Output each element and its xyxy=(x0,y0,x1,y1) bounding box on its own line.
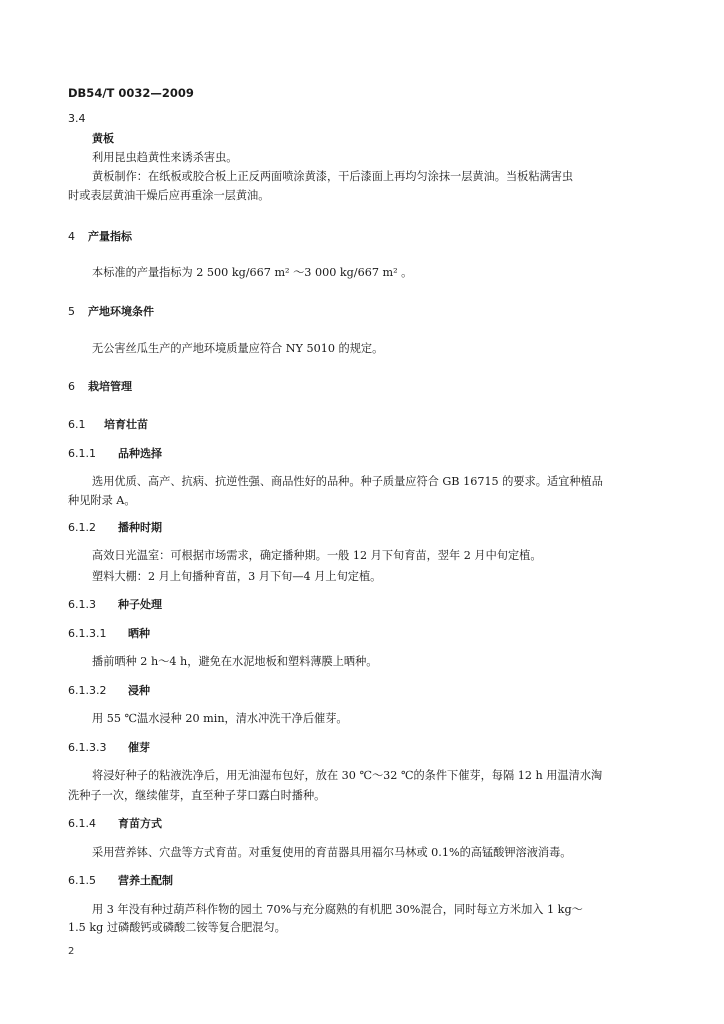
section-number: 6.1.5 xyxy=(68,874,96,887)
term-definition: 利用昆虫趋黄性来诱杀害虫。 xyxy=(92,151,238,164)
section-6-1-2-line-1: 高效日光温室：可根据市场需求，确定播种期。一般 12 月下旬育苗，翌年 2 月中旬定植。 xyxy=(92,549,542,562)
section-6-1-3-1-text: 播前晒种 2 h～4 h，避免在水泥地板和塑料薄膜上晒种。 xyxy=(92,655,378,668)
section-6-1-2-line-2: 塑料大棚：2 月上旬播种育苗，3 月下旬—4 月上旬定植。 xyxy=(92,570,382,583)
page-number: 2 xyxy=(68,946,75,957)
section-title: 种子处理 xyxy=(118,598,162,611)
section-6-1-4-text: 采用营养钵、穴盘等方式育苗。对重复使用的育苗器具用福尔马林或 0.1%的高锰酸钾溶液消毒。 xyxy=(92,846,572,859)
section-number: 6 xyxy=(68,380,75,393)
section-title: 播种时期 xyxy=(118,521,162,534)
section-title: 催芽 xyxy=(128,741,150,754)
term-yellow-board: 黄板 xyxy=(92,132,114,145)
section-title: 栽培管理 xyxy=(88,380,132,393)
section-heading-6-1-3-2 xyxy=(68,684,150,698)
section-number: 4 xyxy=(68,230,75,243)
section-title: 品种选择 xyxy=(118,447,162,460)
section-heading-6-1-3-3 xyxy=(68,741,150,755)
section-heading-6-1-2 xyxy=(68,521,162,535)
section-heading-5 xyxy=(68,305,154,319)
section-heading-6-1-4 xyxy=(68,817,162,831)
term-note-line-2: 时或表层黄油干燥后应再重涂一层黄油。 xyxy=(68,189,270,202)
section-6-1-1-line-1: 选用优质、高产、抗病、抗逆性强、商品性好的品种。种子质量应符合 GB 16715 的要求。适宜种植品 xyxy=(92,475,603,488)
section-heading-6-1-3 xyxy=(68,598,162,612)
section-title: 育苗方式 xyxy=(118,817,162,830)
section-title: 浸种 xyxy=(128,684,150,697)
section-number: 6.1.3.3 xyxy=(68,741,107,754)
section-number: 6.1 xyxy=(68,418,86,431)
section-number: 6.1.3 xyxy=(68,598,96,611)
section-heading-6-1-1 xyxy=(68,447,162,461)
section-number: 6.1.2 xyxy=(68,521,96,534)
section-heading-6 xyxy=(68,380,132,394)
section-title: 营养土配制 xyxy=(118,874,173,887)
section-title: 产地环境条件 xyxy=(88,305,154,318)
section-6-1-3-3-line-1: 将浸好种子的粘液洗净后，用无油湿布包好，放在 30 ℃～32 ℃的条件下催芽，每隔 12 h 用温清水淘 xyxy=(92,769,603,782)
section-6-1-3-2-text: 用 55 ℃温水浸种 20 min，清水冲洗干净后催芽。 xyxy=(92,712,348,725)
section-number: 5 xyxy=(68,305,75,318)
section-6-1-3-3-line-2: 洗种子一次，继续催芽，直至种子芽口露白时播种。 xyxy=(68,789,326,802)
section-heading-6-1 xyxy=(68,418,148,432)
section-heading-4 xyxy=(68,230,132,244)
section-6-1-5-line-1: 用 3 年没有种过葫芦科作物的园土 70%与充分腐熟的有机肥 30%混合，同时每立方米加入 1 kg～ xyxy=(92,903,583,916)
term-note-line-1: 黄板制作：在纸板或胶合板上正反两面喷涂黄漆，干后漆面上再均匀涂抹一层黄油。当板粘满害虫 xyxy=(92,170,574,183)
section-number: 6.1.1 xyxy=(68,447,96,460)
section-number: 6.1.4 xyxy=(68,817,96,830)
section-5-text: 无公害丝瓜生产的产地环境质量应符合 NY 5010 的规定。 xyxy=(92,342,384,355)
section-title: 晒种 xyxy=(128,627,150,640)
section-title: 培育壮苗 xyxy=(104,418,148,431)
section-number: 6.1.3.2 xyxy=(68,684,107,697)
section-4-text: 本标准的产量指标为 2 500 kg/667 m² ～3 000 kg/667 m² 。 xyxy=(92,266,413,279)
section-title: 产量指标 xyxy=(88,230,132,243)
document-id: DB54/T 0032—2009 xyxy=(68,86,194,100)
section-heading-6-1-3-1 xyxy=(68,627,150,641)
section-number: 6.1.3.1 xyxy=(68,627,107,640)
section-heading-6-1-5 xyxy=(68,874,173,888)
section-6-1-1-line-2: 种见附录 A。 xyxy=(68,494,136,507)
section-6-1-5-line-2: 1.5 kg 过磷酸钙或磷酸二铵等复合肥混匀。 xyxy=(68,921,286,934)
section-number-3-4: 3.4 xyxy=(68,112,86,125)
